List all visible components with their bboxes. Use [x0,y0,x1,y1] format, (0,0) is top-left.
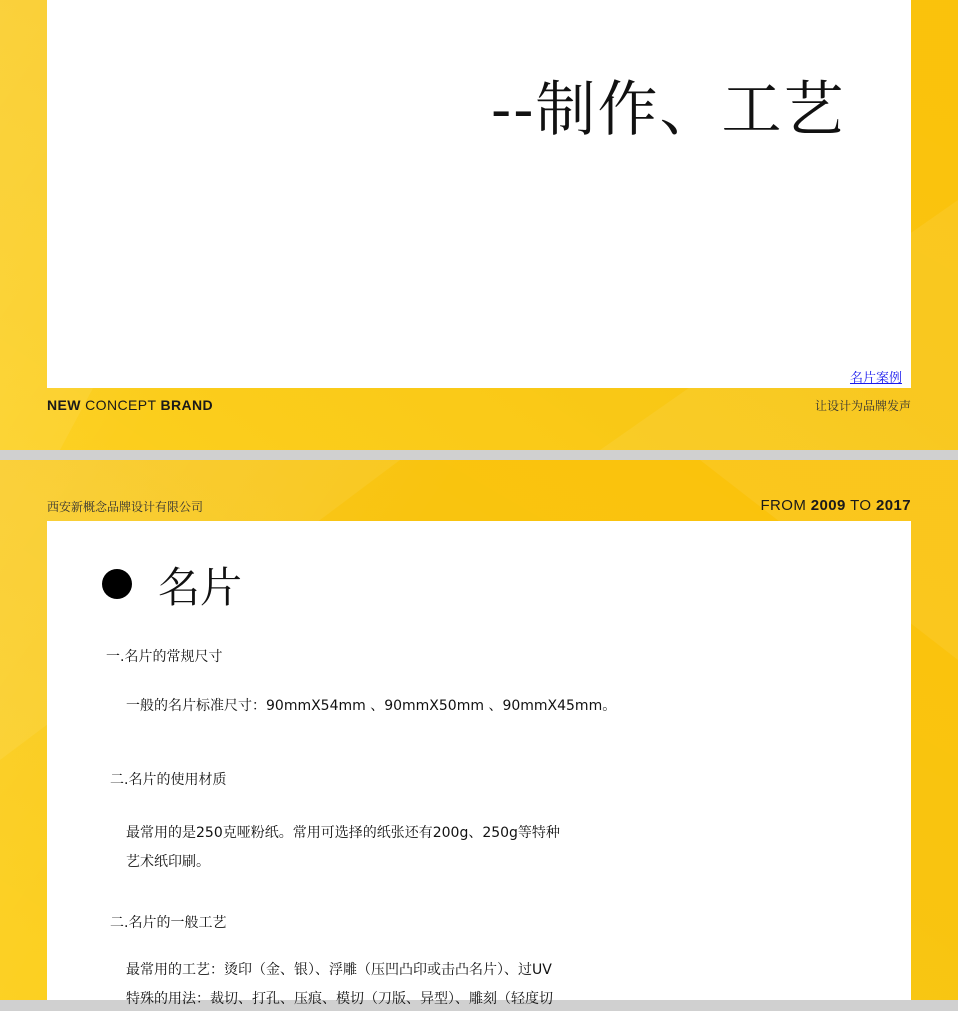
section-body-line: 一般的名片标准尺寸：90mmX54mm 、90mmX50mm 、90mmX45mm。 [126,698,617,714]
section-body-line: 特殊的用法：裁切、打孔、压痕、模切（刀版、异型）、雕刻（轻度切 [126,991,553,1007]
business-card-cases-link[interactable]: 名片案例 [849,371,902,386]
bullet-icon [102,569,132,599]
section-body-line: 艺术纸印刷。 [126,854,210,870]
section-body-line: 最常用的是250克哑粉纸。常用可选择的纸张还有200g、250g等特种 [126,825,560,841]
slogan: 让设计为品牌发声 [814,399,911,413]
section-body-line: 最常用的工艺：烫印（金、银）、浮雕（压凹凸印或击凸名片）、过UV [126,962,552,978]
brand-logo-text: NEW CONCEPT BRAND [47,397,214,413]
company-name: 西安新概念品牌设计有限公司 [47,500,204,514]
section-heading-process: 二.名片的一般工艺 [110,915,227,931]
slide-1 [0,0,958,450]
white-content-panel [47,0,911,388]
section-heading-material: 二.名片的使用材质 [110,772,227,788]
section-title: 名片 [158,563,243,612]
section-heading-size: 一.名片的常规尺寸 [106,649,223,665]
years-range: FROM 2009 TO 2017 [760,497,911,514]
slide-title: --制作、工艺 [491,75,846,145]
